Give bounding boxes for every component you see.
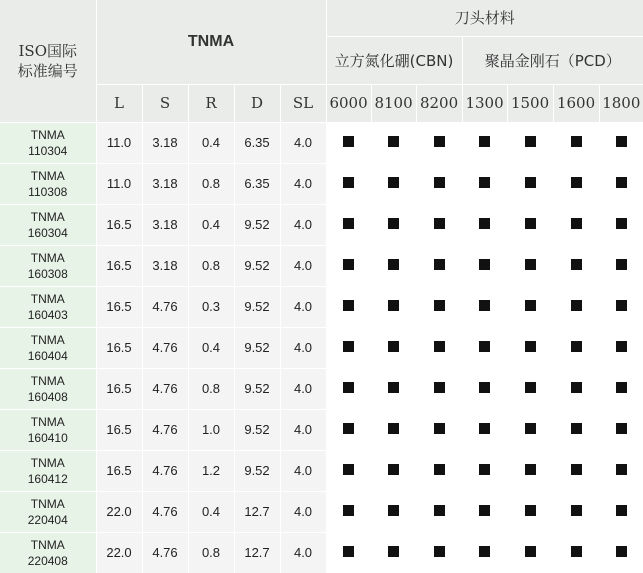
black-square-icon xyxy=(616,382,627,393)
dim-cell-l: 16.5 xyxy=(96,204,142,245)
table-row xyxy=(0,286,643,327)
iso-code-number: 160410 xyxy=(27,430,68,445)
dim-cell-l: 16.5 xyxy=(96,450,142,491)
black-square-icon xyxy=(343,136,354,147)
dim-cell-sl: 4.0 xyxy=(280,204,326,245)
grade-cell-1600 xyxy=(553,286,599,327)
table-row xyxy=(0,163,643,204)
table-row xyxy=(0,327,643,368)
grade-cell-1800 xyxy=(599,450,643,491)
grade-cell-1500 xyxy=(507,163,553,204)
table-row xyxy=(0,122,643,163)
black-square-icon xyxy=(479,259,490,270)
iso-code-cell xyxy=(0,122,96,163)
black-square-icon xyxy=(343,464,354,475)
iso-code-number: 110308 xyxy=(28,184,68,199)
dim-cell-s: 4.76 xyxy=(142,532,188,573)
grade-cell-8100 xyxy=(371,245,416,286)
table-row xyxy=(0,491,643,532)
grade-cell-8200 xyxy=(416,163,462,204)
black-square-icon xyxy=(343,300,354,311)
iso-code-prefix: TNMA xyxy=(30,250,65,265)
dim-cell-d: 9.52 xyxy=(234,327,280,368)
black-square-icon xyxy=(388,423,399,434)
grade-cell-8100 xyxy=(371,327,416,368)
grade-cell-8200 xyxy=(416,409,462,450)
black-square-icon xyxy=(343,423,354,434)
black-square-icon xyxy=(343,546,354,557)
dim-cell-r: 1.0 xyxy=(188,409,234,450)
dim-cell-sl: 4.0 xyxy=(280,532,326,573)
black-square-icon xyxy=(525,505,536,516)
black-square-icon xyxy=(616,218,627,229)
black-square-icon xyxy=(571,546,582,557)
black-square-icon xyxy=(571,218,582,229)
col-header-s: S xyxy=(142,84,188,122)
dim-cell-s: 3.18 xyxy=(142,122,188,163)
black-square-icon xyxy=(479,218,490,229)
grade-cell-1800 xyxy=(599,491,643,532)
grade-cell-1800 xyxy=(599,245,643,286)
dim-cell-d: 6.35 xyxy=(234,163,280,204)
iso-code-number: 160408 xyxy=(27,389,68,404)
grade-cell-8100 xyxy=(371,163,416,204)
dim-cell-sl: 4.0 xyxy=(280,409,326,450)
black-square-icon xyxy=(571,136,582,147)
black-square-icon xyxy=(616,177,627,188)
iso-code-number: 110304 xyxy=(28,143,68,158)
grade-cell-1600 xyxy=(553,327,599,368)
black-square-icon xyxy=(434,341,445,352)
iso-code-cell xyxy=(0,163,96,204)
col-header-grade-8200: 8200 xyxy=(416,84,462,122)
black-square-icon xyxy=(388,177,399,188)
black-square-icon xyxy=(343,218,354,229)
black-square-icon xyxy=(525,259,536,270)
dim-cell-l: 16.5 xyxy=(96,409,142,450)
grade-cell-6000 xyxy=(326,122,371,163)
grade-cell-1800 xyxy=(599,368,643,409)
dim-cell-d: 9.52 xyxy=(234,409,280,450)
grade-cell-1500 xyxy=(507,368,553,409)
dim-cell-r: 0.8 xyxy=(188,245,234,286)
grade-cell-1300 xyxy=(462,286,507,327)
grade-cell-1800 xyxy=(599,532,643,573)
black-square-icon xyxy=(388,218,399,229)
black-square-icon xyxy=(434,505,445,516)
black-square-icon xyxy=(479,300,490,311)
table-row xyxy=(0,204,643,245)
black-square-icon xyxy=(525,341,536,352)
grade-cell-6000 xyxy=(326,163,371,204)
black-square-icon xyxy=(571,505,582,516)
dim-cell-s: 4.76 xyxy=(142,491,188,532)
grade-cell-1800 xyxy=(599,163,643,204)
black-square-icon xyxy=(388,505,399,516)
grade-cell-8200 xyxy=(416,245,462,286)
black-square-icon xyxy=(525,423,536,434)
grade-cell-1300 xyxy=(462,491,507,532)
iso-code-prefix: TNMA xyxy=(30,455,65,470)
grade-cell-8100 xyxy=(371,368,416,409)
iso-code-cell xyxy=(0,327,96,368)
black-square-icon xyxy=(525,300,536,311)
black-square-icon xyxy=(525,136,536,147)
col-header-grade-6000: 6000 xyxy=(326,84,371,122)
grade-cell-6000 xyxy=(326,245,371,286)
grade-cell-1600 xyxy=(553,163,599,204)
grade-cell-1300 xyxy=(462,327,507,368)
black-square-icon xyxy=(343,341,354,352)
black-square-icon xyxy=(616,546,627,557)
grade-cell-8100 xyxy=(371,204,416,245)
black-square-icon xyxy=(343,382,354,393)
grade-cell-1800 xyxy=(599,122,643,163)
dim-cell-l: 16.5 xyxy=(96,286,142,327)
grade-cell-6000 xyxy=(326,491,371,532)
grade-cell-8200 xyxy=(416,122,462,163)
dim-cell-r: 0.8 xyxy=(188,532,234,573)
grade-cell-1500 xyxy=(507,491,553,532)
grade-cell-8100 xyxy=(371,409,416,450)
dim-cell-sl: 4.0 xyxy=(280,163,326,204)
dim-cell-r: 0.4 xyxy=(188,122,234,163)
grade-cell-1800 xyxy=(599,409,643,450)
black-square-icon xyxy=(388,464,399,475)
table-row xyxy=(0,368,643,409)
dim-cell-s: 4.76 xyxy=(142,368,188,409)
grade-cell-8200 xyxy=(416,204,462,245)
grade-cell-1500 xyxy=(507,450,553,491)
iso-code-prefix: TNMA xyxy=(30,168,65,183)
dim-cell-sl: 4.0 xyxy=(280,491,326,532)
black-square-icon xyxy=(571,341,582,352)
black-square-icon xyxy=(343,177,354,188)
iso-code-prefix: TNMA xyxy=(30,414,65,429)
grade-cell-8200 xyxy=(416,532,462,573)
grade-cell-1600 xyxy=(553,409,599,450)
grade-cell-1500 xyxy=(507,327,553,368)
dim-cell-l: 22.0 xyxy=(96,532,142,573)
black-square-icon xyxy=(388,300,399,311)
iso-code-cell xyxy=(0,491,96,532)
black-square-icon xyxy=(616,464,627,475)
black-square-icon xyxy=(434,259,445,270)
table-row xyxy=(0,532,643,573)
dim-cell-l: 16.5 xyxy=(96,327,142,368)
col-header-sl: SL xyxy=(280,84,326,122)
black-square-icon xyxy=(479,341,490,352)
black-square-icon xyxy=(479,546,490,557)
dim-cell-sl: 4.0 xyxy=(280,450,326,491)
grade-cell-1600 xyxy=(553,122,599,163)
iso-code-cell xyxy=(0,450,96,491)
black-square-icon xyxy=(479,177,490,188)
dim-cell-d: 9.52 xyxy=(234,450,280,491)
grade-cell-8100 xyxy=(371,122,416,163)
grade-cell-6000 xyxy=(326,409,371,450)
dim-cell-sl: 4.0 xyxy=(280,327,326,368)
black-square-icon xyxy=(388,382,399,393)
black-square-icon xyxy=(616,300,627,311)
pcd-header: 聚晶金刚石（PCD） xyxy=(462,36,643,84)
black-square-icon xyxy=(525,177,536,188)
iso-code-prefix: TNMA xyxy=(30,209,65,224)
dim-cell-sl: 4.0 xyxy=(280,122,326,163)
grade-cell-1500 xyxy=(507,286,553,327)
col-header-l: L xyxy=(96,84,142,122)
iso-code-prefix: TNMA xyxy=(30,373,65,388)
iso-code-cell xyxy=(0,286,96,327)
dim-cell-s: 3.18 xyxy=(142,245,188,286)
dim-cell-sl: 4.0 xyxy=(280,368,326,409)
black-square-icon xyxy=(571,382,582,393)
dim-cell-s: 4.76 xyxy=(142,450,188,491)
grade-cell-1600 xyxy=(553,532,599,573)
black-square-icon xyxy=(571,300,582,311)
dim-cell-s: 3.18 xyxy=(142,204,188,245)
grade-cell-8100 xyxy=(371,286,416,327)
iso-code-prefix: TNMA xyxy=(30,496,65,511)
dim-cell-d: 6.35 xyxy=(234,122,280,163)
black-square-icon xyxy=(434,177,445,188)
iso-code-cell xyxy=(0,532,96,573)
grade-cell-1600 xyxy=(553,245,599,286)
iso-header-line2: 标准编号 xyxy=(17,61,78,80)
black-square-icon xyxy=(388,259,399,270)
grade-cell-1500 xyxy=(507,245,553,286)
grade-cell-1600 xyxy=(553,368,599,409)
grade-cell-1500 xyxy=(507,122,553,163)
grade-cell-6000 xyxy=(326,532,371,573)
grade-cell-1800 xyxy=(599,286,643,327)
col-header-d: D xyxy=(234,84,280,122)
grade-cell-1500 xyxy=(507,204,553,245)
black-square-icon xyxy=(479,464,490,475)
iso-code-cell xyxy=(0,204,96,245)
grade-cell-1800 xyxy=(599,204,643,245)
dim-cell-l: 11.0 xyxy=(96,122,142,163)
grade-cell-1300 xyxy=(462,245,507,286)
black-square-icon xyxy=(616,423,627,434)
dim-cell-d: 9.52 xyxy=(234,245,280,286)
black-square-icon xyxy=(388,341,399,352)
dim-cell-l: 22.0 xyxy=(96,491,142,532)
iso-code-prefix: TNMA xyxy=(30,291,65,306)
grade-cell-6000 xyxy=(326,204,371,245)
black-square-icon xyxy=(525,218,536,229)
table-row xyxy=(0,409,643,450)
grade-cell-1800 xyxy=(599,327,643,368)
dim-cell-sl: 4.0 xyxy=(280,245,326,286)
black-square-icon xyxy=(571,423,582,434)
iso-code-number: 220404 xyxy=(27,512,68,527)
iso-code-number: 220408 xyxy=(27,553,68,568)
black-square-icon xyxy=(388,136,399,147)
grade-cell-1300 xyxy=(462,532,507,573)
material-group-header: 刀头材料 xyxy=(326,0,643,36)
black-square-icon xyxy=(571,259,582,270)
grade-cell-8200 xyxy=(416,368,462,409)
dim-cell-r: 0.4 xyxy=(188,327,234,368)
dim-cell-l: 16.5 xyxy=(96,368,142,409)
iso-code-cell xyxy=(0,409,96,450)
table-row xyxy=(0,245,643,286)
black-square-icon xyxy=(479,136,490,147)
grade-cell-8200 xyxy=(416,327,462,368)
dim-cell-r: 0.4 xyxy=(188,491,234,532)
black-square-icon xyxy=(388,546,399,557)
cbn-header: 立方氮化硼(CBN) xyxy=(326,36,462,84)
dim-cell-d: 9.52 xyxy=(234,286,280,327)
grade-cell-8200 xyxy=(416,491,462,532)
dim-cell-sl: 4.0 xyxy=(280,286,326,327)
model-header: TNMA xyxy=(96,0,326,84)
black-square-icon xyxy=(571,177,582,188)
dim-cell-s: 4.76 xyxy=(142,286,188,327)
table-row xyxy=(0,450,643,491)
black-square-icon xyxy=(434,136,445,147)
grade-cell-1300 xyxy=(462,163,507,204)
dim-cell-s: 4.76 xyxy=(142,409,188,450)
grade-cell-8100 xyxy=(371,491,416,532)
iso-code-prefix: TNMA xyxy=(30,537,65,552)
col-header-grade-1300: 1300 xyxy=(462,84,507,122)
black-square-icon xyxy=(571,464,582,475)
dim-cell-r: 0.4 xyxy=(188,204,234,245)
grade-cell-8200 xyxy=(416,286,462,327)
col-header-grade-1600: 1600 xyxy=(553,84,599,122)
iso-code-number: 160412 xyxy=(27,471,68,486)
black-square-icon xyxy=(616,136,627,147)
iso-code-number: 160404 xyxy=(27,348,68,363)
black-square-icon xyxy=(434,423,445,434)
grade-cell-1600 xyxy=(553,450,599,491)
dim-cell-r: 0.3 xyxy=(188,286,234,327)
dim-cell-d: 12.7 xyxy=(234,491,280,532)
grade-cell-6000 xyxy=(326,368,371,409)
black-square-icon xyxy=(525,464,536,475)
black-square-icon xyxy=(434,382,445,393)
grade-cell-6000 xyxy=(326,327,371,368)
iso-header xyxy=(0,0,96,122)
col-header-r: R xyxy=(188,84,234,122)
dim-cell-r: 0.8 xyxy=(188,163,234,204)
iso-code-cell xyxy=(0,368,96,409)
black-square-icon xyxy=(616,505,627,516)
black-square-icon xyxy=(343,259,354,270)
grade-cell-1500 xyxy=(507,409,553,450)
dim-cell-d: 9.52 xyxy=(234,204,280,245)
iso-code-cell xyxy=(0,245,96,286)
grade-cell-1300 xyxy=(462,450,507,491)
grade-cell-6000 xyxy=(326,450,371,491)
grade-cell-1300 xyxy=(462,122,507,163)
black-square-icon xyxy=(434,464,445,475)
col-header-grade-1800: 1800 xyxy=(599,84,643,122)
grade-cell-1600 xyxy=(553,491,599,532)
black-square-icon xyxy=(479,423,490,434)
grade-cell-8100 xyxy=(371,532,416,573)
dim-cell-d: 9.52 xyxy=(234,368,280,409)
iso-code-number: 160304 xyxy=(27,225,68,240)
dim-cell-l: 16.5 xyxy=(96,245,142,286)
black-square-icon xyxy=(616,259,627,270)
dim-cell-s: 3.18 xyxy=(142,163,188,204)
col-header-grade-8100: 8100 xyxy=(371,84,416,122)
grade-cell-1300 xyxy=(462,204,507,245)
black-square-icon xyxy=(434,218,445,229)
dim-cell-d: 12.7 xyxy=(234,532,280,573)
grade-cell-1300 xyxy=(462,368,507,409)
iso-header-line1: ISO国际 xyxy=(18,41,77,60)
iso-code-prefix: TNMA xyxy=(30,332,65,347)
black-square-icon xyxy=(525,546,536,557)
iso-code-number: 160403 xyxy=(27,307,68,322)
black-square-icon xyxy=(434,300,445,311)
black-square-icon xyxy=(479,505,490,516)
grade-cell-1300 xyxy=(462,409,507,450)
col-header-grade-1500: 1500 xyxy=(507,84,553,122)
dim-cell-r: 1.2 xyxy=(188,450,234,491)
dim-cell-s: 4.76 xyxy=(142,327,188,368)
grade-cell-6000 xyxy=(326,286,371,327)
iso-code-number: 160308 xyxy=(27,266,68,281)
black-square-icon xyxy=(343,505,354,516)
dim-cell-l: 11.0 xyxy=(96,163,142,204)
black-square-icon xyxy=(434,546,445,557)
dim-cell-r: 0.8 xyxy=(188,368,234,409)
grade-cell-8200 xyxy=(416,450,462,491)
grade-cell-1600 xyxy=(553,204,599,245)
black-square-icon xyxy=(525,382,536,393)
black-square-icon xyxy=(479,382,490,393)
grade-cell-1500 xyxy=(507,532,553,573)
black-square-icon xyxy=(616,341,627,352)
iso-code-prefix: TNMA xyxy=(30,127,65,142)
grade-cell-8100 xyxy=(371,450,416,491)
